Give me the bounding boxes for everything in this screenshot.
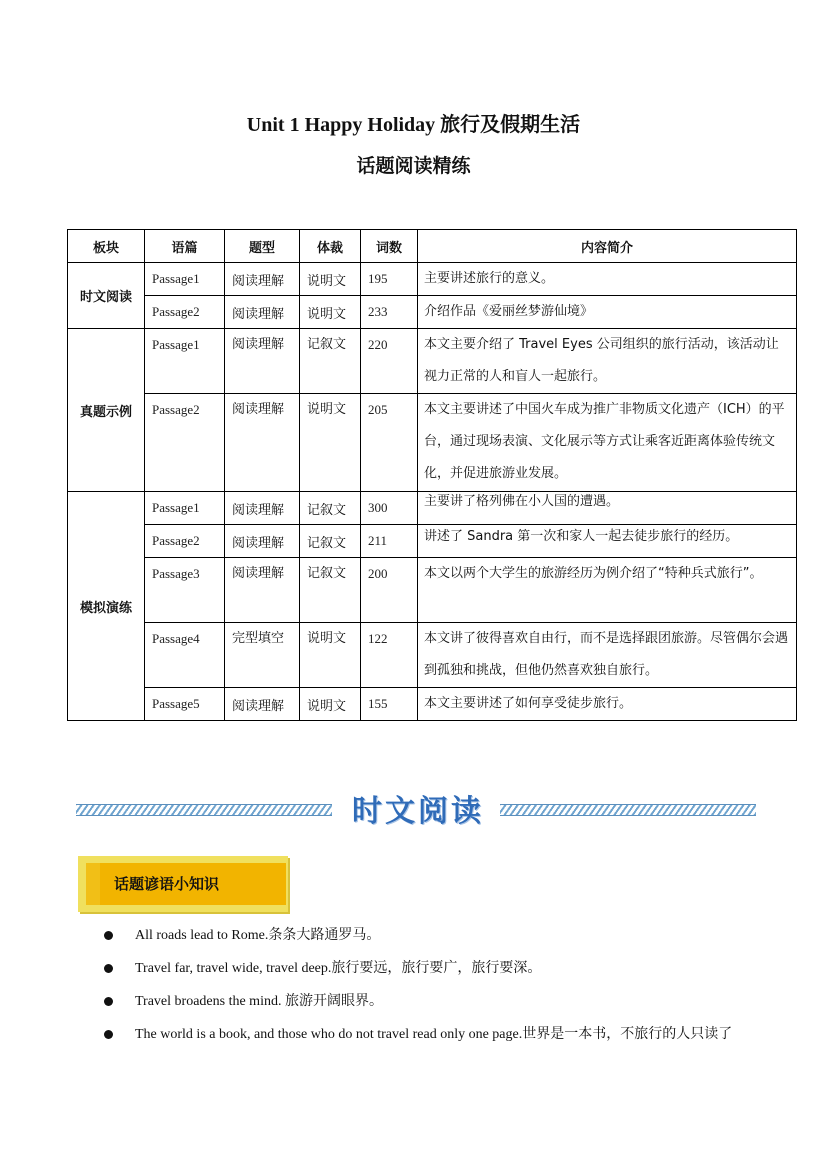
table-header-row: [68, 230, 797, 263]
summary-cell: 主要讲了格列佛在小人国的遭遇。: [418, 492, 797, 525]
table-row: [68, 296, 797, 329]
summary-cell: 本文主要讲述了中国火车成为推广非物质文化遗产（ICH）的平台，通过现场表演、文化展示等方式让乘客近距离体验传统文化，并促进旅游业发展。: [418, 394, 797, 492]
knowledge-box-label-bg: [100, 863, 286, 905]
list-item: [100, 1024, 800, 1057]
qtype-cell: 阅读理解: [225, 688, 300, 721]
proverb-text: Travel broadens the mind. 旅游开阔眼界。: [135, 994, 383, 1009]
table-row: [68, 394, 797, 492]
bullet-icon: [104, 964, 113, 973]
section-label: 模拟演练: [68, 492, 145, 721]
qtype-cell: 阅读理解: [225, 394, 300, 492]
passage-cell: Passage2: [145, 525, 225, 558]
proverb-text: Travel far, travel wide, travel deep.旅行要远，旅行要广，旅行要深。: [135, 961, 542, 976]
bullet-icon: [104, 1030, 113, 1039]
genre-cell: 说明文: [300, 688, 361, 721]
genre-cell: 说明文: [300, 296, 361, 329]
genre-cell: 记叙文: [300, 329, 361, 394]
bullet-icon: [104, 931, 113, 940]
summary-cell: 介绍作品《爱丽丝梦游仙境》: [418, 296, 797, 329]
genre-cell: 记叙文: [300, 558, 361, 623]
section-label: 真题示例: [68, 329, 145, 492]
header-summary: 内容简介: [418, 230, 797, 263]
qtype-cell: 阅读理解: [225, 296, 300, 329]
table-row: [68, 688, 797, 721]
words-cell: 155: [361, 688, 418, 721]
summary-cell: 本文以两个大学生的旅游经历为例介绍了“特种兵式旅行”。: [418, 558, 797, 623]
document-subtitle: 话题阅读精练: [356, 155, 471, 177]
passage-cell: Passage1: [145, 263, 225, 296]
table-row: [68, 558, 797, 623]
banner-stripe-right: [500, 804, 756, 816]
header-passage: 语篇: [145, 230, 225, 263]
passage-cell: Passage4: [145, 623, 225, 688]
genre-cell: 记叙文: [300, 492, 361, 525]
proverb-list: [100, 925, 800, 1057]
bullet-icon: [104, 997, 113, 1006]
knowledge-box: [78, 856, 288, 912]
document-title: Unit 1 Happy Holiday 旅行及假期生活: [246, 114, 581, 136]
summary-cell: 讲述了 Sandra 第一次和家人一起去徒步旅行的经历。: [418, 525, 797, 558]
genre-cell: 说明文: [300, 263, 361, 296]
qtype-cell: 阅读理解: [225, 558, 300, 623]
list-item: [100, 991, 800, 1024]
words-cell: 122: [361, 623, 418, 688]
qtype-cell: 完型填空: [225, 623, 300, 688]
passage-cell: Passage2: [145, 296, 225, 329]
table-row: [68, 263, 797, 296]
qtype-cell: 阅读理解: [225, 329, 300, 394]
passage-cell: Passage1: [145, 492, 225, 525]
words-cell: 233: [361, 296, 418, 329]
header-question-type: 题型: [225, 230, 300, 263]
words-cell: 205: [361, 394, 418, 492]
summary-cell: 本文讲了彼得喜欢自由行，而不是选择跟团旅游。尽管偶尔会遇到孤独和挑战，但他仍然喜欢独自旅行。: [418, 623, 797, 688]
summary-cell: 主要讲述旅行的意义。: [418, 263, 797, 296]
banner-stripe-left: [76, 804, 332, 816]
banner-title: 时文阅读: [352, 794, 484, 829]
table-row: [68, 329, 797, 394]
section-label: 时文阅读: [68, 263, 145, 329]
passage-cell: Passage5: [145, 688, 225, 721]
genre-cell: 记叙文: [300, 525, 361, 558]
genre-cell: 说明文: [300, 623, 361, 688]
words-cell: 220: [361, 329, 418, 394]
passage-cell: Passage2: [145, 394, 225, 492]
qtype-cell: 阅读理解: [225, 492, 300, 525]
header-genre: 体裁: [300, 230, 361, 263]
table-row: [68, 525, 797, 558]
list-item: [100, 925, 800, 958]
knowledge-box-title: 话题谚语小知识: [114, 875, 220, 893]
qtype-cell: 阅读理解: [225, 263, 300, 296]
knowledge-box-accent: [86, 863, 100, 905]
table-row: [68, 492, 797, 525]
overview-table: [67, 229, 797, 721]
words-cell: 300: [361, 492, 418, 525]
table-row: [68, 623, 797, 688]
passage-cell: Passage3: [145, 558, 225, 623]
words-cell: 195: [361, 263, 418, 296]
proverb-text: All roads lead to Rome.条条大路通罗马。: [135, 928, 381, 943]
section-banner: [76, 790, 756, 834]
words-cell: 200: [361, 558, 418, 623]
header-section: 板块: [68, 230, 145, 263]
qtype-cell: 阅读理解: [225, 525, 300, 558]
passage-cell: Passage1: [145, 329, 225, 394]
genre-cell: 说明文: [300, 394, 361, 492]
summary-cell: 本文主要介绍了 Travel Eyes 公司组织的旅行活动，该活动让视力正常的人和盲人一起旅行。: [418, 329, 797, 394]
proverb-text: The world is a book, and those who do not travel read only one page.世界是一本书，不旅行的人只读了: [135, 1027, 733, 1042]
header-word-count: 词数: [361, 230, 418, 263]
words-cell: 211: [361, 525, 418, 558]
list-item: [100, 958, 800, 991]
summary-cell: 本文主要讲述了如何享受徒步旅行。: [418, 688, 797, 721]
